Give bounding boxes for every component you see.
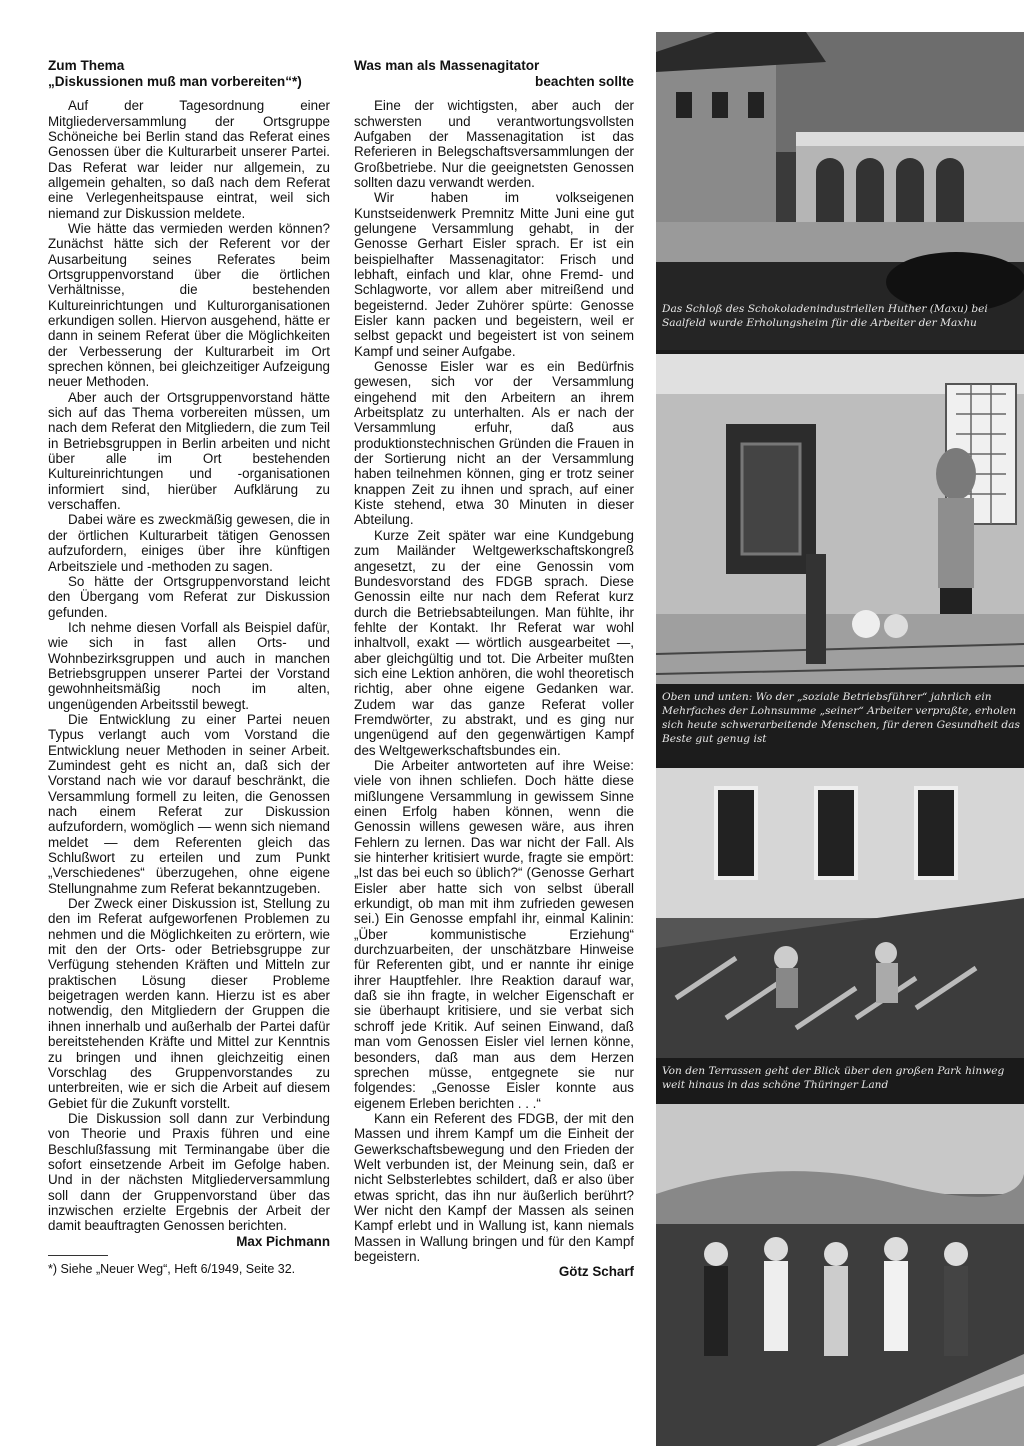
photo-terrace <box>656 768 1024 1100</box>
photo-caption-3: Von den Terrassen geht der Blick über den großen Park hinweg weit hinaus in das schöne Thüringer Land <box>662 1065 1005 1091</box>
article1-heading-line2: „Diskussionen muß man vorbereiten“*) <box>48 73 302 89</box>
article2-author: Götz Scharf <box>558 1264 634 1280</box>
photo-group <box>656 1104 1024 1446</box>
article1-paragraph: So hätte der Ortsgruppenvorstand leicht den Übergang vom Referat zur Diskussion gefunden. <box>48 573 330 620</box>
article-column-left <box>48 58 330 1277</box>
article2-paragraph: Die Arbeiter antworteten auf ihre Weise: viele von ihnen schliefen. Doch hätte diese mißlungene Versammlung in gewissem Sinne einen Erfolg haben können, wenn die Genossin willens gewesen wäre, aus ihren Fehlern zu lernen. Das war nicht der Fall. Als sie hinterher kritisiert wurde, fragte sie empört: „Ist das bei euch so üblich?“ (Genosse Gerhart Eisler aber hatte sich von selbst überall erkundigt, ob man mit ihm zufrieden gewesen sei.) Ein Genosse empfahl ihr, einmal Kalinin: „Über kommunistische Erziehung“ durchzuarbeiten, der unschätzbare Hinweise für Referenten gibt, und er nannte ihr einige ihrer Hauptfehler. Ihre Reaktion darauf war, daß sie ihn fragte, in welcher Eigenschaft er sie überhaupt kritisiere, und sie verbat sich schroff jede Kritik. Auf seinen Einwand, daß man vom Genossen Eisler viel lernen könne, besonders, daß man aus dem Herzen sprechen müsse, entgegnete sie nur folgendes: „Genosse Eisler konnte aus eigenem Erleben berichten . . .“ <box>354 757 634 1111</box>
article2-heading-line1: Was man als Massenagitator <box>354 58 540 73</box>
article1-paragraph: Die Entwicklung zu einer Partei neuen Typus verlangt auch vom Vorstand die Entwicklung neuer Methoden in seiner Arbeit. Zumindest geht es nicht an, daß sich der Vorstand nach wie vor darauf beschränkt, die Versammlung formell zu leiten, die Genossen nach einem Referat zur Diskussion aufzufordern, womöglich — wenn sich niemand meldet — dem Referenten gleich das Schlußwort zu erteilen und zum Punkt „Verschiedenes“ überzugehen, ohne eigene Stellungnahme zum Referat bekanntzugeben. <box>48 711 330 896</box>
footnote-rule <box>48 1255 108 1256</box>
article1-paragraph: Der Zweck einer Diskussion ist, Stellung zu den im Referat aufgeworfenen Problemen zu nehmen und die Möglichkeiten zu erörtern, wie mit den der Orts- oder Betriebsgruppe zur Verfügung stehenden Kräften und Mitteln zur praktischen Lösung dieser Probleme beigetragen werden kann. Hierzu ist es aber notwendig, den Mitgliedern der Gruppen die ihnen innerhalb und außerhalb der Partei dafür bereitstehenden Kräfte und Mittel zur Kenntnis zu bringen und ihnen gleichzeitig einen Vorschlag des Gruppenvorstandes zu unterbreiten, wie er sich die Arbeit auf diesem Gebiet für die Zukunft vorstellt. <box>48 896 330 1111</box>
article1-paragraph: Auf der Tagesordnung einer Mitgliederversammlung der Ortsgruppe Schöneiche bei Berlin stand das Referat eines Genossen über die Kulturarbeit unserer Partei. Das Referat war leider nur allgemein, zu allgemein gehalten, so daß nach dem Referat eine Verlegenheitspause eintrat, weil sich niemand zur Diskussion meldete. <box>48 98 330 221</box>
article1-footnote: *) Siehe „Neuer Weg“, Heft 6/1949, Seite 32. <box>48 1261 296 1276</box>
article2-paragraph: Genosse Eisler war es ein Bedürfnis gewesen, sich vor der Versammlung eingehend mit den Arbeitern an ihrem Arbeitsplatz zu unterhalten. Als er nach der Versammlung erfuhr, daß aus produktionstechnischen Gründen die Frauen in der Sortierung nicht an der Versammlung haben teilnehmen können, ging er trotz seiner knappen Zeit zu ihnen und sprach, auf einer Kiste stehend, etwa 30 Minuten in dieser Abteilung. <box>354 359 634 528</box>
article2-paragraph: Wir haben im volkseigenen Kunstseidenwerk Premnitz Mitte Juni eine gut gelungene Versammlung gehabt, in der Genosse Gerhart Eisler sprach. Er ist ein beispielhafter Massenagitator: Frisch und lebhaft, einfach und klar, ohne Fremd- und Schlagworte, vor allem aber mitreißend und begeisternd. Jeder Zuhörer spürte: Genosse Eisler kann packen und begeistern, weil er selbst gepackt und begeistert ist von seinem Kampf und seiner Aufgabe. <box>354 190 634 359</box>
article2-paragraph: Kann ein Referent des FDGB, der mit den Massen und ihrem Kampf um die Einheit der Gewerkschaftsbewegung und den Frieden der Welt verbunden ist, der Meinung sein, daß er nicht Selbsterlebtes schildert, daß er also über etwas spricht, das ihn nur äußerlich berührt? Wer nicht den Kampf der Massen als seinen Kampf erlebt und in Wallung ist, kann niemals Massen in Wallung bringen und für den Kampf begeistern. <box>354 1110 634 1264</box>
article1-heading <box>48 58 330 89</box>
article1-paragraph: Ich nehme diesen Vorfall als Beispiel dafür, wie sich in fast allen Orts- und Wohnbezirksgruppen und auch in manchen Betriebsgruppen unserer Partei der Vorstand gewohnheitsmäßig noch im alten, ungenügenden Arbeitsstil bewegt. <box>48 619 330 712</box>
photo-castle <box>656 32 1024 350</box>
article2-paragraph: Kurze Zeit später war eine Kundgebung zum Mailänder Weltgewerkschaftskongreß angesetzt, zu der eine Genossin vom Bundesvorstand des FDGB sprach. Diese Genossin eilte nur nach dem Referat kurz durch die Betriebsabteilungen. Man fühlte, ihr fehlte der Kontakt. Ihr Referat war wohl inhaltvoll, exakt — wörtlich ausgearbeitet —, aber gleichgültig und tot. Die Arbeiter mußten sich eine Lektion anhören, die wohl theoretisch richtig, aber ohne eigene Gedanken war. Zudem war das ganze Referat voller Fremdwörter, zu abstrakt, und es ging nur ungenügend auf den gegenwärtigen Kampf des Weltgewerkschaftsbundes ein. <box>354 527 634 758</box>
article1-paragraph: Aber auch der Ortsgruppenvorstand hätte sich auf das Thema vorbereiten müssen, um nach dem Referat den Mitgliedern, die zum Teil in Betriebsgruppen in Berlin arbeiten und nicht über alle im Ort bestehenden Kultureinrichtungen und -organisationen informiert sind, hierüber Aufklärung zu verschaffen. <box>48 389 330 513</box>
article-column-middle <box>354 58 634 1280</box>
article2-heading <box>354 58 634 89</box>
photo-caption-2: Oben und unten: Wo der „soziale Betriebsführer“ jahrlich ein Mehrfaches der Lohnsumme „seiner“ Arbeiter verpraßte, erholen sich heute schwerarbeitende Menschen, für deren Gesundheit das Beste gut genug ist <box>662 691 1020 745</box>
article1-paragraph: Dabei wäre es zweckmäßig gewesen, die in der örtlichen Kulturarbeit tätigen Genossen aufzufordern, einiges über ihre künftigen Arbeitsziele und -methoden zu sagen. <box>48 512 330 574</box>
photo-gym <box>656 354 1024 764</box>
article1-heading-line1: Zum Thema <box>48 58 125 73</box>
article1-paragraph: Die Diskussion soll dann zur Verbindung von Theorie und Praxis führen und eine Beschlußfassung mit Terminangabe über die sofort einsetzende Arbeit im Gefolge haben. Und in der nächsten Mitgliederversammlung soll dann der Gruppenvorstand über das inzwischen erzielte Ergebnis der Arbeit der damit beauftragten Genossen berichten. <box>48 1110 330 1234</box>
photo-caption-1: Das Schloß des Schokoladenindustriellen Huther (Maxu) bei Saalfeld wurde Erholungsheim für die Arbeiter der Maxhu <box>662 303 988 329</box>
article1-paragraph: Wie hätte das vermieden werden können? Zunächst hätte sich der Referent vor der Ausarbeitung seines Referates beim Ortsgruppenvorstand über die örtlichen Verhältnisse, die bestehenden Kultureinrichtungen und Kulturorganisationen erkundigen sollen. Hiervon ausgehend, hätte er dann in seinem Referat über die Möglichkeiten der Verbesserung der Kulturarbeit im Ort sprechen können, bei gleichzeitiger Aufzeigung neuer Methoden. <box>48 220 330 390</box>
article2-paragraph: Eine der wichtigsten, aber auch der schwersten und verantwortungsvollsten Aufgaben der Massenagitation ist das Referieren in Belegschaftsversammlungen der Großbetriebe. Nur die geeignetsten Genossen sollten dazu verwandt werden. <box>354 98 634 190</box>
photo-column <box>656 32 1024 1446</box>
article2-heading-line2: beachten sollte <box>535 73 634 89</box>
article1-author: Max Pichmann <box>236 1233 330 1249</box>
